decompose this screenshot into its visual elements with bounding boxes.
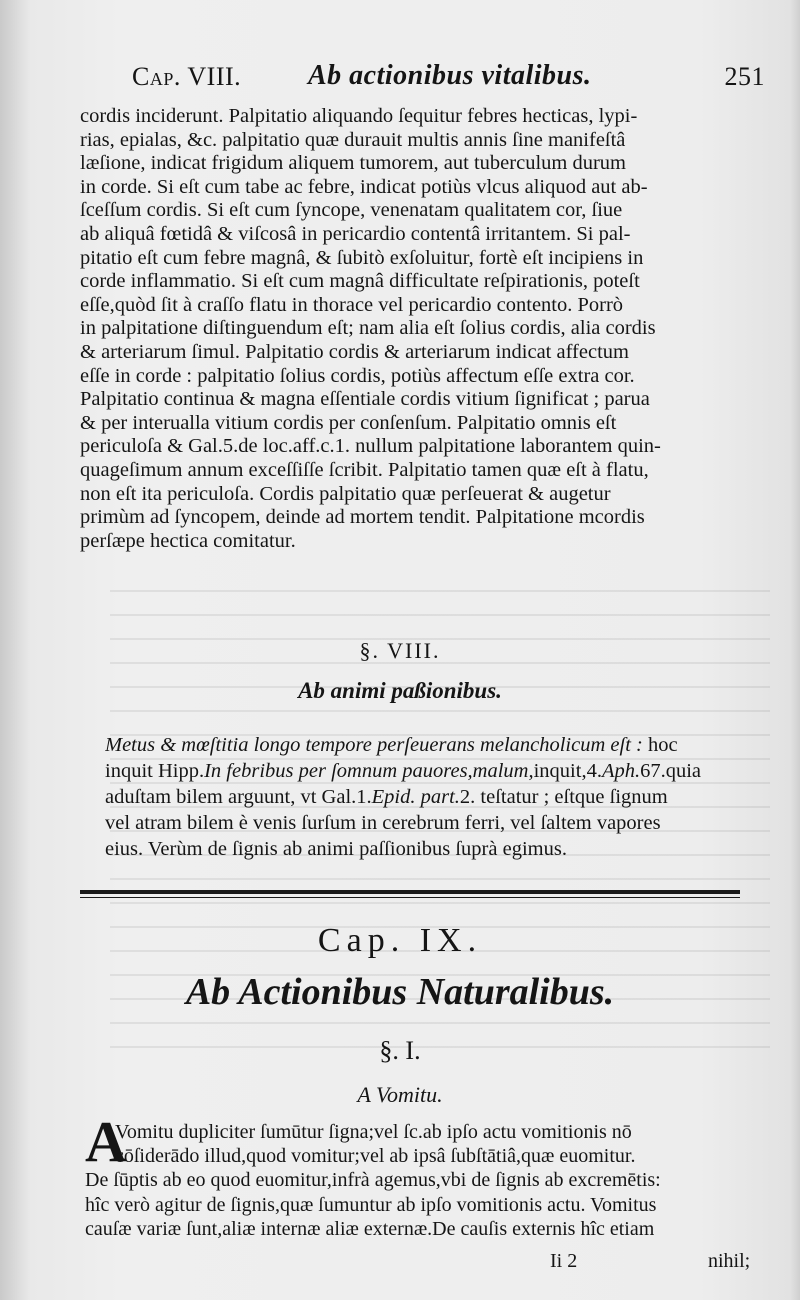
drop-cap: A bbox=[85, 1109, 127, 1174]
signature-mark: Ii 2 bbox=[550, 1250, 578, 1272]
text-line: Vomitu dupliciter ſumūtur ſigna;vel ſc.ab ipſo actu vomitionis nō bbox=[115, 1121, 632, 1143]
text-line: aduſtam bilem arguunt, vt Gal.1.Epid. part.2. teſtatur ; eſtque ſignum bbox=[105, 786, 668, 808]
text-line: De ſūptis ab eo quod euomitur,infrà agemus,vbi de ſignis ab excremētis: bbox=[85, 1169, 661, 1192]
text-line: vel atram bilem è venis ſurſum in cerebrum ferri, vel ſaltem vapores bbox=[105, 812, 661, 834]
text-line: eſſe in corde : palpitatio ſolius cordis, potiùs affectum eſſe extra cor. bbox=[80, 364, 635, 387]
section-viii-heading: §. VIII. bbox=[359, 638, 441, 663]
running-head bbox=[110, 58, 765, 98]
text-line: in palpitatione diſtinguendum eſt; nam alia eſt ſolius cordis, alia cordis bbox=[80, 317, 656, 340]
text-line: rias, epialas, &c. palpitatio quæ durauit multis annis ſine manifeſtâ bbox=[80, 128, 626, 151]
text-line: eius. Verùm de ſignis ab animi paſſionibus ſuprà egimus. bbox=[105, 838, 567, 860]
text-line: & per interualla vitium cordis per conſenſum. Palpitatio omnis eſt bbox=[80, 411, 617, 434]
running-head-title: Ab actionibus vitalibus. bbox=[308, 60, 592, 91]
section-i-title: A Vomitu. bbox=[357, 1082, 443, 1107]
text-line: hîc verò agitur de ſignis,quæ ſumuntur ab ipſo vomitionis actu. Vomitus bbox=[85, 1193, 657, 1216]
text-line: eſſe,quòd ſit à craſſo flatu in thorace vel pericardio contento. Porrò bbox=[80, 293, 624, 316]
paragraph-vomitu bbox=[85, 1120, 765, 1241]
text-line: & arteriarum ſimul. Palpitatio cordis & arteriarum indicat affectum bbox=[80, 340, 629, 363]
text-line: inquit Hipp.In febribus per ſomnum pauores,malum,inquit,4.Aph.67.quia bbox=[105, 760, 702, 782]
text-line: cauſæ variæ ſunt,aliæ internæ aliæ externæ.De cauſis externis hîc etiam bbox=[85, 1217, 655, 1240]
chapter-rule-thick bbox=[80, 890, 740, 894]
section-viii-title: Ab animi paßionibus. bbox=[298, 678, 502, 703]
text-line: cordis inciderunt. Palpitatio aliquando ſequitur febres hecticas, lypi- bbox=[80, 105, 638, 127]
text-line: ſceſſum cordis. Si eſt cum ſyncope, venenatam qualitatem cor, ſiue bbox=[80, 199, 623, 222]
text-line: pitatio eſt cum febre magnâ, & ſubitò exſoluitur, fortè eſt incipiens in bbox=[80, 246, 644, 269]
page-number: 251 bbox=[724, 62, 765, 91]
text-line: perſæpe hectica comitatur. bbox=[80, 529, 296, 552]
text-line: Metus & mœſtitia longo tempore perſeuerans melancholicum eſt : hoc bbox=[105, 734, 678, 756]
text-line: Palpitatio continua & magna eſſentiale cordis vitium ſignificat ; parua bbox=[80, 388, 650, 411]
section-i-heading: §. I. bbox=[379, 1036, 421, 1065]
text-line: læſione, indicat frigidum aliquem tumorem, aut tuberculum durum bbox=[80, 152, 626, 175]
text-line: primùm ad ſyncopem, deinde ad mortem tendit. Palpitatione mcordis bbox=[80, 506, 645, 529]
chapter-rule-thin bbox=[80, 897, 740, 898]
text-line: in corde. Si eſt cum tabe ac febre, indicat potiùs vlcus aliquod aut ab- bbox=[80, 175, 648, 198]
text-line: cōſiderādo illud,quod vomitur;vel ab ipsâ ſubſtātiâ,quæ euomitur. bbox=[115, 1145, 636, 1168]
chapter-ix-title: Ab Actionibus Naturalibus. bbox=[185, 971, 615, 1013]
running-head-chapter: Cap. VIII. bbox=[132, 62, 242, 91]
text-line: ab aliquâ fœtidâ & viſcosâ in pericardio contentâ irritantem. Si pal- bbox=[80, 222, 631, 245]
paragraph-animi bbox=[105, 732, 765, 862]
chapter-ix-heading: Cap. IX. bbox=[317, 922, 483, 959]
paragraph-palpitatio bbox=[80, 105, 760, 553]
text-line: corde inflammatio. Si eſt cum magnâ difficultate reſpirationis, poteſt bbox=[80, 270, 640, 293]
text-line: quageſimum annum exceſſiſſe ſcribit. Palpitatio tamen quæ eſt à flatu, bbox=[80, 458, 649, 481]
text-line: periculoſa & Gal.5.de loc.aff.c.1. nullum palpitatione laborantem quin- bbox=[80, 435, 661, 458]
text-line: non eſt ita periculoſa. Cordis palpitatio quæ perſeuerat & augetur bbox=[80, 482, 611, 505]
catchword: nihil; bbox=[708, 1250, 751, 1272]
